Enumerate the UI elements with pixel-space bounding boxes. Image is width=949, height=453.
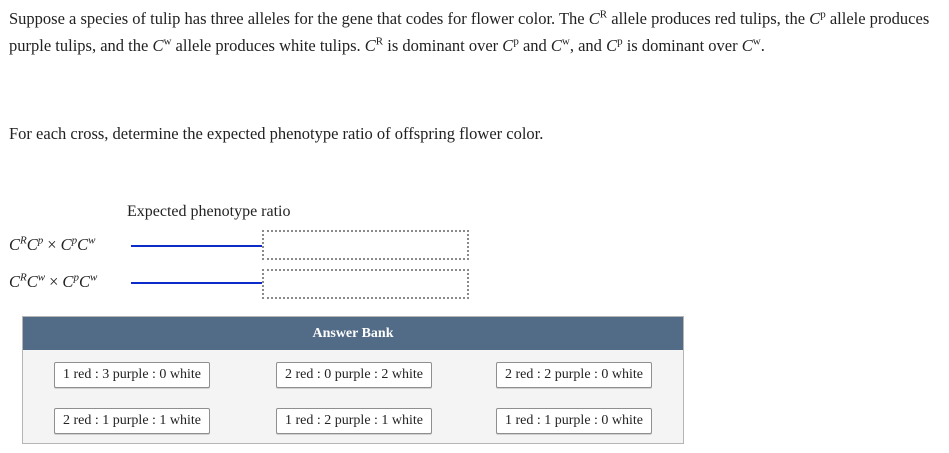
cross-2-drop-target[interactable] [262,269,469,299]
answer-bank [22,316,684,444]
answer-chip-2[interactable]: 2 red : 0 purple : 2 white [276,362,432,388]
answer-bank-title: Answer Bank [23,317,683,350]
cross-1-drop-target[interactable] [262,230,469,260]
answer-chip-3[interactable]: 2 red : 2 purple : 0 white [496,362,652,388]
question-intro: Suppose a species of tulip has three alleles for the gene that codes for flower color. The $C^R$ allele produces red tulips, the $C^p$ allele produces purple tulips, and the $C^w$ allele produces white tulips. $C^R$ is dominant over $C^p$ and $C^w$, and $C^p$ is dominant over $C^w$. [9,8,930,55]
task-instruction: For each cross, determine the expected phenotype ratio of offspring flower color. [9,124,544,143]
answer-chip-6[interactable]: 1 red : 1 purple : 0 white [496,408,652,434]
answer-chip-1[interactable]: 1 red : 3 purple : 0 white [54,362,210,388]
answer-chip-4[interactable]: 2 red : 1 purple : 1 white [54,408,210,434]
cross-1-label: $C^RC^p \times C^pC^w$ [9,234,96,254]
cross-2-label: $C^RC^w \times C^pC^w$ [9,271,98,291]
answer-chip-5[interactable]: 1 red : 2 purple : 1 white [276,408,432,434]
cross-2-connector-line [131,282,262,284]
ratio-column-header: Expected phenotype ratio [127,203,291,220]
cross-1-connector-line [131,245,262,247]
